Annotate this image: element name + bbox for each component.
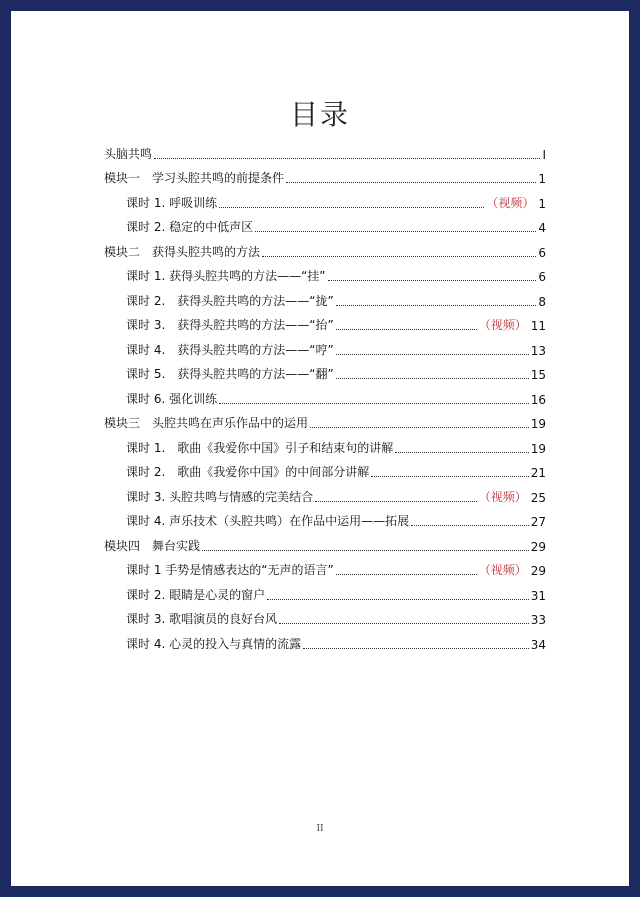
dot-leader	[328, 280, 537, 281]
toc-module-entry[interactable]	[104, 137, 546, 162]
toc-lesson-entry[interactable]	[104, 578, 546, 603]
toc-entry-title: 课时 1. 歌曲《我爱你中国》引子和结束句的讲解	[126, 440, 394, 455]
toc-entry-title: 课时 2. 稳定的中低声区	[126, 220, 254, 234]
toc-entry-title: 课时 3. 歌唱演员的良好台风	[126, 612, 278, 626]
toc-entry-page: 19	[530, 441, 546, 456]
toc-entry-title: 模块三 头腔共鸣在声乐作品中的运用	[104, 416, 309, 430]
toc-module-entry[interactable]	[104, 407, 546, 432]
toc-entry-page: 31	[530, 588, 546, 603]
dot-leader	[395, 452, 528, 453]
toc-entry-title: 课时 4. 获得头腔共鸣的方法——“哼”	[126, 342, 334, 357]
toc-entry-title: 课时 1. 呼吸训练	[126, 195, 218, 210]
dot-leader	[267, 599, 529, 600]
dot-leader	[336, 305, 537, 306]
dot-leader	[336, 574, 477, 575]
toc-entry-page: 13	[530, 343, 546, 358]
dot-leader	[219, 403, 529, 404]
toc-entry-page: 34	[530, 637, 546, 652]
toc-entry-title: 课时 1 手势是情感表达的“无声的语言”	[126, 563, 334, 577]
toc-entry-page: 25	[530, 490, 546, 505]
dot-leader	[303, 648, 529, 649]
toc-entry-page: I	[542, 147, 546, 162]
dot-leader	[202, 550, 529, 551]
toc-title: 目录	[289, 98, 350, 131]
toc-entry-title: 课时 6. 强化训练	[126, 391, 218, 406]
toc-entry-title: 头脑共鸣	[104, 146, 153, 161]
document-page	[11, 11, 629, 886]
toc-lesson-entry[interactable]	[104, 382, 546, 407]
toc-entry-page: 4	[538, 221, 546, 235]
toc-entry-page: 27	[530, 515, 546, 529]
toc-module-entry[interactable]	[104, 529, 546, 554]
toc-lesson-entry[interactable]	[104, 309, 546, 334]
toc-entry-title: 模块四 舞台实践	[104, 538, 201, 553]
toc-entry-page: 1	[538, 172, 546, 186]
toc-lesson-entry[interactable]	[104, 431, 546, 456]
toc-lesson-entry[interactable]	[104, 284, 546, 309]
toc-entry-title: 课时 4. 心灵的投入与真情的流露	[126, 636, 302, 651]
video-tag: （视频）	[478, 318, 527, 332]
toc-module-entry[interactable]	[104, 235, 546, 260]
toc-entry-title: 课时 2. 眼睛是心灵的窗户	[126, 587, 266, 602]
toc-lesson-entry[interactable]	[104, 186, 546, 211]
toc-entry-page: 33	[530, 613, 546, 627]
toc-lesson-entry[interactable]	[104, 456, 546, 481]
toc-entry-title: 模块一 学习头腔共鸣的前提条件	[104, 171, 285, 185]
toc-entry-page: 16	[530, 392, 546, 407]
dot-leader	[262, 256, 536, 257]
toc-entry-page: 29	[530, 539, 546, 554]
toc-entry-title: 课时 4. 声乐技术（头腔共鸣）在作品中运用——拓展	[126, 514, 410, 528]
toc-entry-page: 21	[530, 466, 546, 480]
toc-lesson-entry[interactable]	[104, 554, 546, 579]
page-number: II	[316, 824, 324, 834]
toc-lesson-entry[interactable]	[104, 627, 546, 652]
toc-entry-title: 课时 3. 获得头腔共鸣的方法——“抬”	[126, 318, 334, 332]
dot-leader	[315, 501, 477, 502]
toc-entry-page: 6	[538, 245, 546, 260]
toc-lesson-entry[interactable]	[104, 505, 546, 530]
dot-leader	[336, 354, 529, 355]
dot-leader	[336, 329, 477, 330]
toc-module-entry[interactable]	[104, 162, 546, 187]
toc-entry-title: 模块二 获得头腔共鸣的方法	[104, 244, 261, 259]
toc-entry-page: 1	[538, 196, 546, 211]
toc-list	[104, 137, 546, 652]
toc-entry-title: 课时 2. 歌曲《我爱你中国》的中间部分讲解	[126, 465, 370, 479]
dot-leader	[219, 207, 484, 208]
toc-entry-page: 8	[538, 294, 546, 309]
toc-entry-page: 29	[530, 564, 546, 578]
toc-entry-title: 课时 3. 头腔共鸣与情感的完美结合	[126, 489, 314, 504]
toc-lesson-entry[interactable]	[104, 333, 546, 358]
dot-leader	[371, 476, 528, 477]
toc-lesson-entry[interactable]	[104, 260, 546, 285]
dot-leader	[310, 427, 529, 428]
toc-lesson-entry[interactable]	[104, 480, 546, 505]
toc-lesson-entry[interactable]	[104, 358, 546, 383]
video-tag: （视频）	[478, 489, 527, 504]
dot-leader	[286, 182, 536, 183]
toc-entry-page: 15	[530, 368, 546, 382]
toc-entry-page: 6	[538, 270, 546, 284]
dot-leader	[255, 231, 536, 232]
toc-entry-title: 课时 1. 获得头腔共鸣的方法——“挂”	[126, 269, 326, 283]
dot-leader	[154, 158, 540, 159]
toc-entry-page: 11	[530, 319, 546, 333]
dot-leader	[279, 623, 529, 624]
dot-leader	[336, 378, 529, 379]
toc-lesson-entry[interactable]	[104, 603, 546, 628]
toc-entry-page: 19	[530, 417, 546, 431]
dot-leader	[411, 525, 529, 526]
toc-entry-title: 课时 2. 获得头腔共鸣的方法——“拢”	[126, 293, 334, 308]
video-tag: （视频）	[486, 195, 535, 210]
video-tag: （视频）	[478, 563, 527, 577]
toc-entry-title: 课时 5. 获得头腔共鸣的方法——“翻”	[126, 367, 334, 381]
toc-lesson-entry[interactable]	[104, 211, 546, 236]
